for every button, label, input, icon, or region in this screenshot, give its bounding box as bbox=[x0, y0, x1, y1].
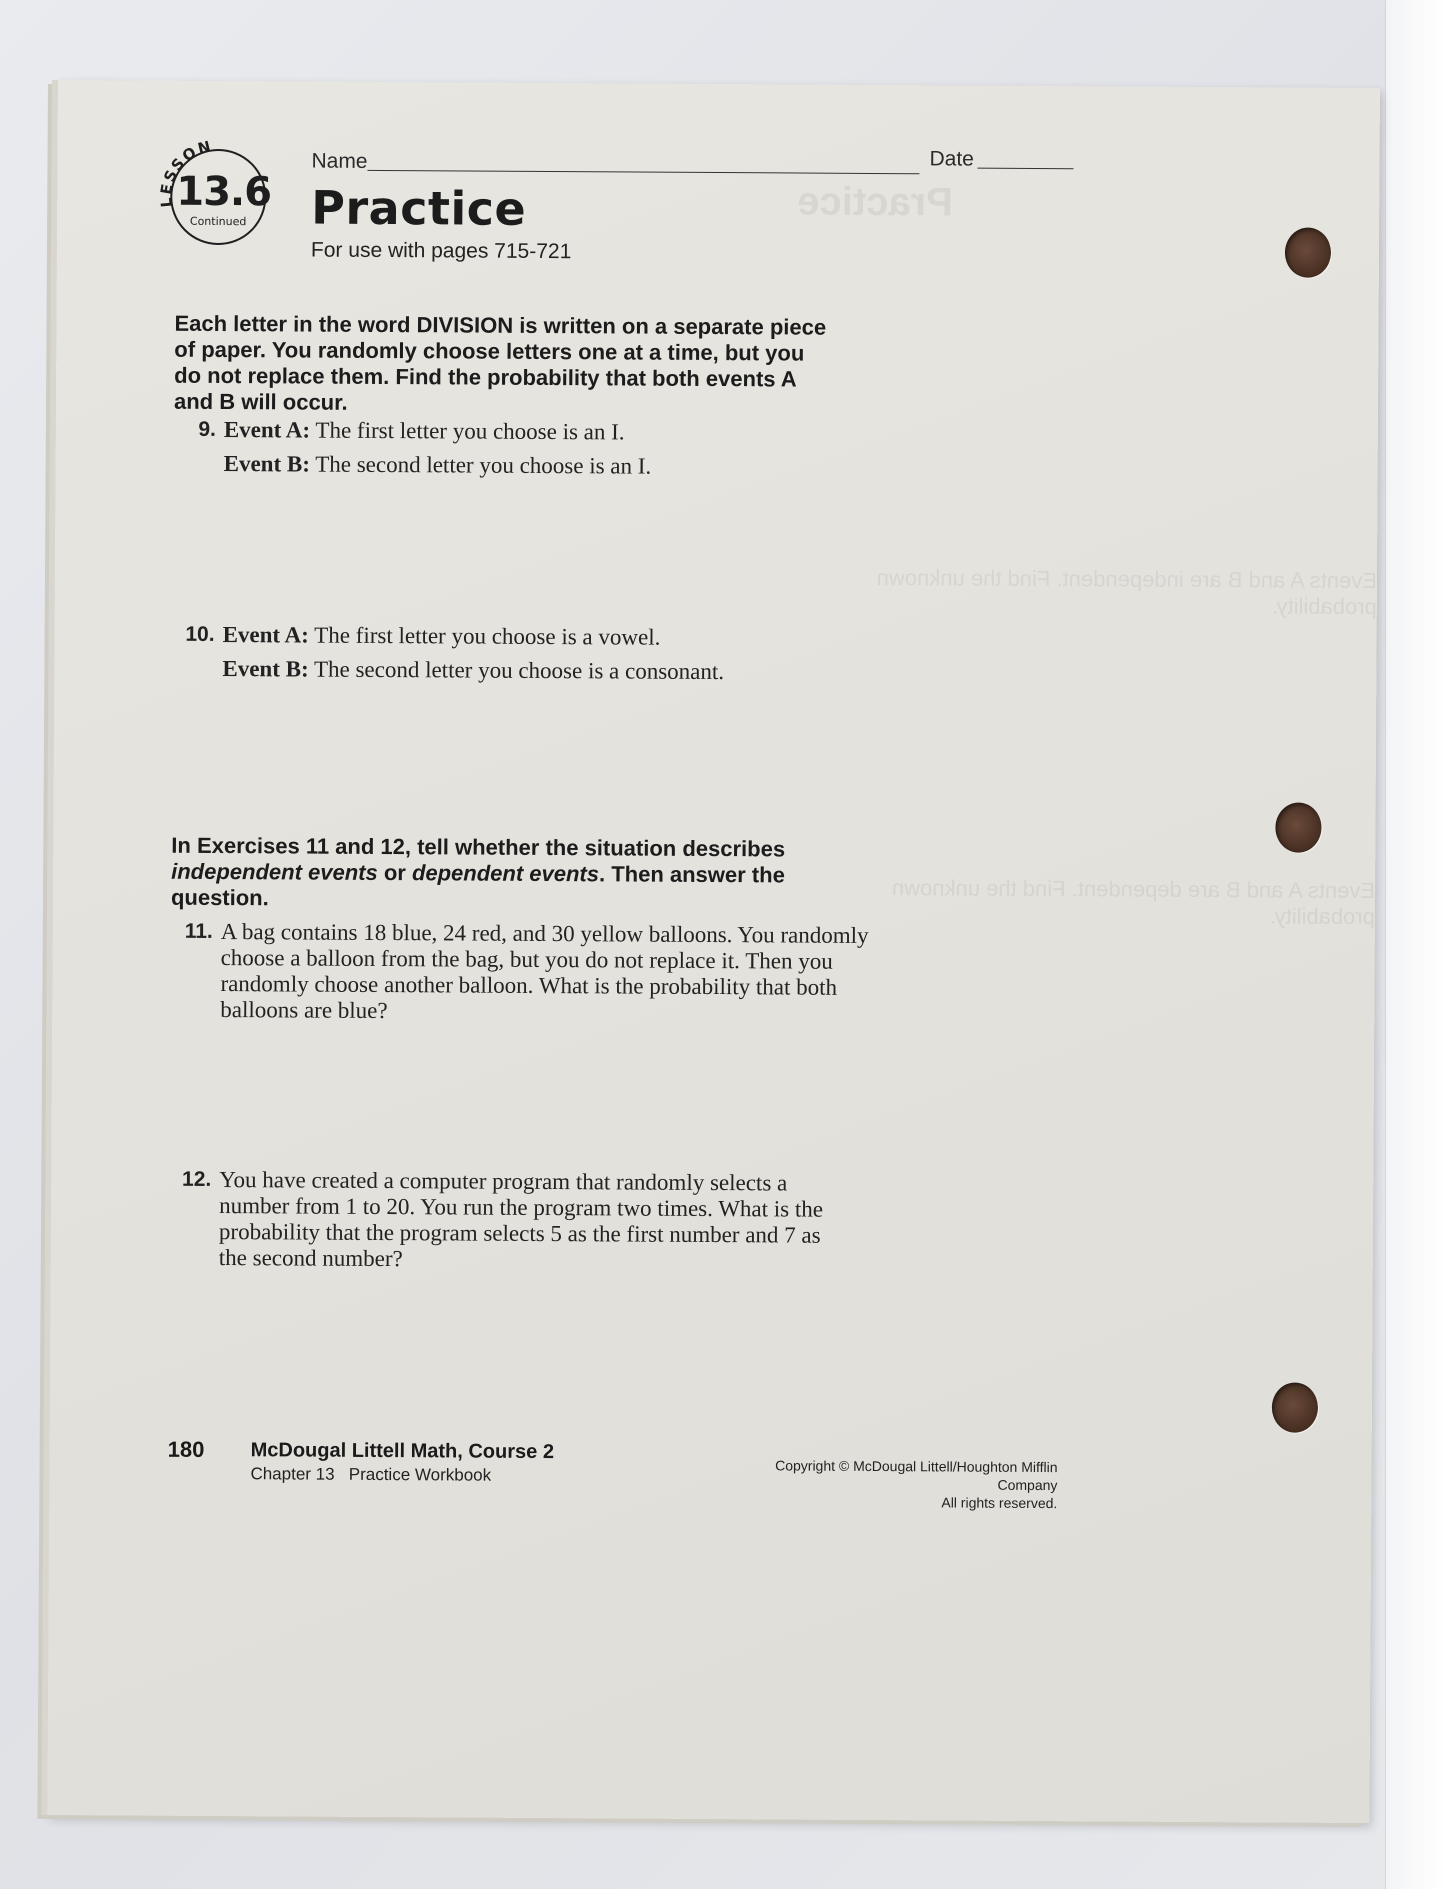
event-b-label: Event B: bbox=[223, 451, 310, 477]
exercise-number: 12. bbox=[182, 1167, 212, 1191]
exercise-number: 11. bbox=[184, 919, 213, 943]
instructions-text: or bbox=[377, 859, 413, 886]
section1-instructions: Each letter in the word DIVISION is written on a separate piece of paper. You randomly choose letters one at a time, but you do not replace them. Find the probability that both events A and B will occur. bbox=[173, 310, 827, 415]
date-label: Date bbox=[929, 147, 974, 171]
instructions-emphasis: dependent events bbox=[411, 860, 600, 887]
question-line: probability that the program selects 5 as the first number and 7 as bbox=[218, 1219, 821, 1248]
binder-hole-bottom bbox=[1272, 1382, 1318, 1432]
lesson-badge bbox=[156, 136, 272, 246]
question-line: randomly choose another balloon. What is the probability that both bbox=[220, 971, 838, 1000]
event-b-text: The second letter you choose is an I. bbox=[315, 451, 652, 479]
instructions-emphasis: independent events bbox=[171, 858, 378, 885]
page-number: 180 bbox=[167, 1436, 205, 1462]
exercise-12 bbox=[171, 1167, 824, 1272]
question-line: the second number? bbox=[218, 1245, 403, 1272]
copyright-notice bbox=[745, 1456, 1057, 1512]
binder-hole-middle bbox=[1275, 802, 1321, 852]
name-label: Name bbox=[311, 149, 368, 173]
event-a-text: The first letter you choose is an I. bbox=[315, 417, 625, 445]
binder-hole-top bbox=[1285, 227, 1331, 277]
section2-instructions bbox=[171, 833, 811, 915]
lesson-arc-text: LESSON bbox=[156, 136, 215, 209]
exercise-11 bbox=[173, 919, 869, 1024]
event-a-label: Event A: bbox=[223, 417, 311, 443]
event-a-label: Event A: bbox=[222, 622, 309, 648]
show-through-text: Events A and B are independent. Find the unknown probability. bbox=[876, 565, 1378, 620]
binder-edge bbox=[1385, 0, 1445, 1889]
instructions-text: In Exercises 11 and 12, tell whether the situation describes bbox=[171, 832, 786, 862]
lesson-number: 13.6 bbox=[176, 168, 272, 216]
worksheet-page bbox=[47, 80, 1380, 1823]
chapter-line bbox=[250, 1464, 491, 1485]
chapter-label: Chapter 13 bbox=[250, 1464, 335, 1484]
lesson-continued: Continued bbox=[189, 214, 247, 229]
instructions-text: . Then answer the question. bbox=[170, 861, 785, 911]
event-b-label: Event B: bbox=[222, 656, 309, 682]
question-line: number from 1 to 20. You run the program two times. What is the bbox=[219, 1193, 824, 1222]
copyright-text: Copyright © McDougal Littell/Houghton Mifflin Company bbox=[775, 1457, 1058, 1494]
question-line: You have created a computer program that randomly selects a bbox=[219, 1167, 788, 1196]
event-a-text: The first letter you choose is a vowel. bbox=[314, 622, 661, 650]
page-subtitle: For use with pages 715-721 bbox=[310, 238, 572, 264]
rights-text: All rights reserved. bbox=[941, 1494, 1058, 1512]
show-through-text: Practice bbox=[797, 179, 954, 225]
question-line: choose a balloon from the bag, but you do not replace it. Then you bbox=[220, 945, 833, 974]
question-line: balloons are blue? bbox=[220, 997, 388, 1024]
book-title: McDougal Littell Math, Course 2 bbox=[250, 1439, 555, 1464]
exercise-number: 9. bbox=[198, 417, 216, 441]
exercise-10 bbox=[175, 622, 775, 685]
exercise-number: 10. bbox=[185, 622, 215, 646]
date-field[interactable] bbox=[977, 168, 1073, 170]
show-through-text: Events A and B are dependent. Find the unknown probability. bbox=[891, 875, 1376, 930]
workbook-label: Practice Workbook bbox=[348, 1464, 492, 1485]
event-b-text: The second letter you choose is a consonant. bbox=[313, 656, 725, 685]
page-title: Practice bbox=[311, 180, 527, 236]
name-field[interactable] bbox=[367, 170, 919, 174]
question-line: A bag contains 18 blue, 24 red, and 30 yellow balloons. You randomly bbox=[220, 919, 869, 948]
